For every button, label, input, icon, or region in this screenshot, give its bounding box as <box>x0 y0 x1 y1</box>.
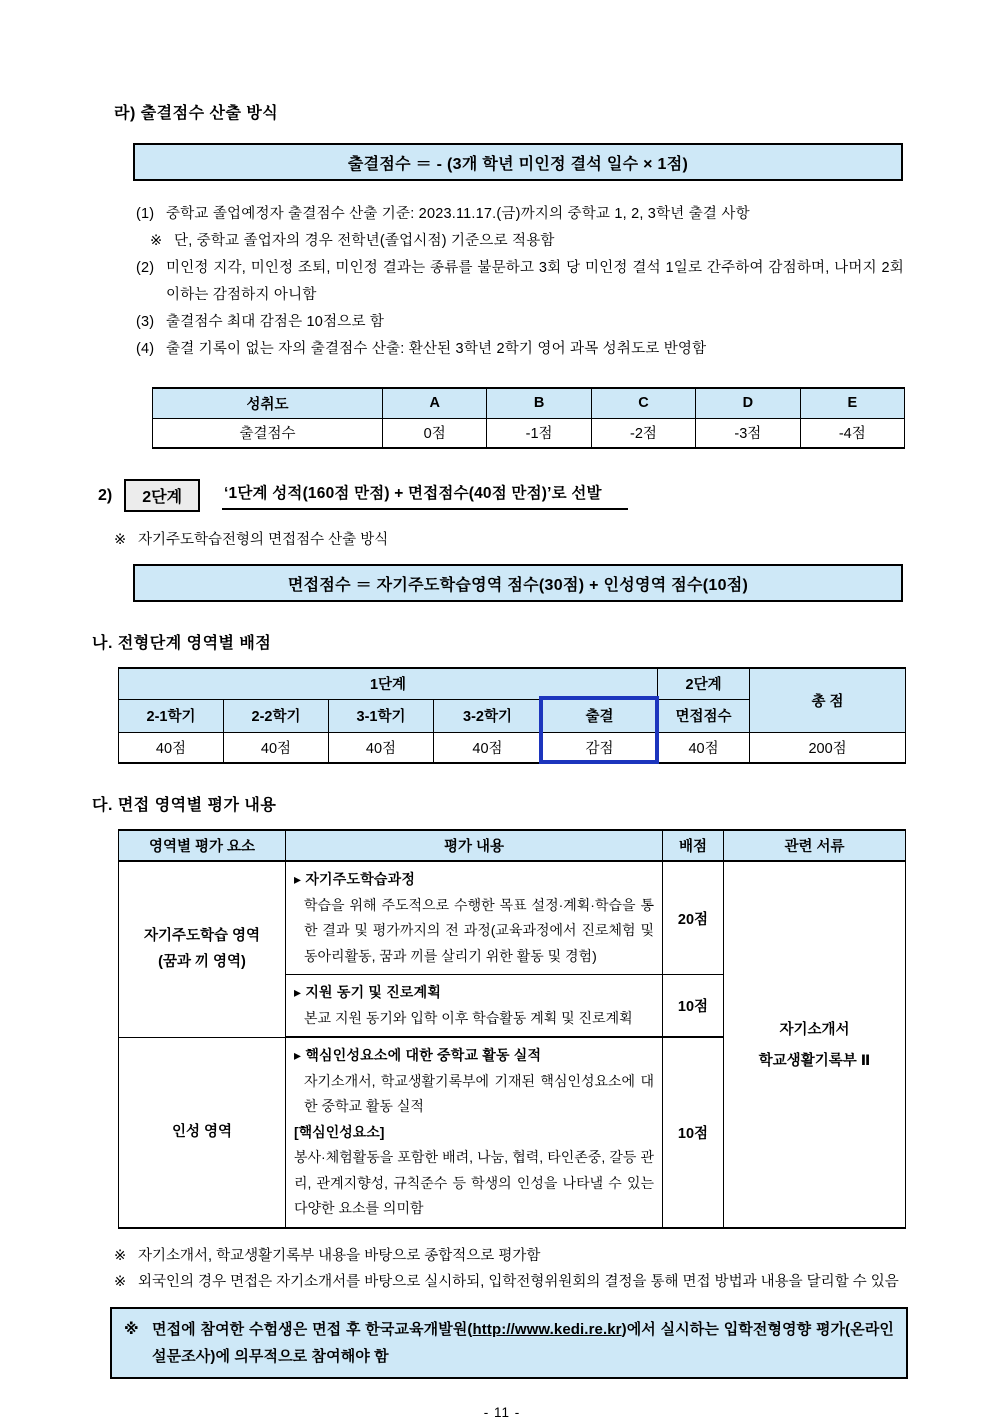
stage2-heading-row <box>98 479 912 512</box>
related-document: 자기소개서 <box>779 1022 850 1039</box>
table-header-row <box>119 830 906 861</box>
value-cell: 40점 <box>119 732 224 763</box>
header-cell: 3-2학기 <box>434 699 542 732</box>
list-item-note <box>150 228 908 255</box>
score-cell: 10점 <box>663 975 724 1038</box>
list-item <box>136 201 908 228</box>
area-label-line2: (꿈과 끼 영역) <box>158 954 246 971</box>
evaluation-content-cell <box>286 861 663 975</box>
attendance-score-formula-box <box>133 143 903 181</box>
value-cell: -2점 <box>591 418 695 448</box>
stage2-title: ‘1단계 성적(160점 만점) + 면접점수(40점 만점)’로 선발 <box>222 481 628 510</box>
bullet-title: ▸ 핵심인성요소에 대한 중학교 활동 실적 <box>294 1047 542 1063</box>
list-item-text: 출결 기록이 없는 자의 출결점수 산출: 환산된 3학년 2학기 영어 과목 성취도로 반영함 <box>166 341 707 357</box>
interview-evaluation-table <box>118 829 906 1229</box>
attendance-score-formula-text: 출결점수 ＝ - (3개 학년 미인정 결석 일수 × 1점) <box>347 155 689 173</box>
table-row-self-directed-learning <box>119 861 906 975</box>
footnote-marker: ※ <box>114 1273 127 1290</box>
score-cell: 10점 <box>663 1037 724 1228</box>
section-ra-heading: 라) 출결점수 산출 방식 <box>114 105 279 122</box>
value-cell: 0점 <box>383 418 487 448</box>
value-cell: 40점 <box>658 732 750 763</box>
header-cell: D <box>696 388 800 418</box>
notice-marker: ※ <box>124 1320 139 1338</box>
stage1-group-header: 1단계 <box>119 668 658 699</box>
table-header-row <box>153 388 905 418</box>
kedi-url-link[interactable]: http://www.kedi.re.kr <box>472 1320 622 1338</box>
area-label-cell <box>119 861 286 1037</box>
header-cell: 3-1학기 <box>329 699 434 732</box>
description-text: 학습을 위해 주도적으로 수행한 목표 설정·계획·학습을 통한 결과 및 평가까지의 전 과정(교육과정에서 진로체험 및 동아리활동, 꿈과 끼를 살리기 위한 활동 및 경험) <box>304 896 654 964</box>
evaluation-content-cell <box>286 1037 663 1228</box>
list-item-text: 미인정 지각, 미인정 조퇴, 미인정 결과는 종류를 불문하고 3회 당 미인정 결석 1일로 간주하여 감점하며, 나머지 2회 이하는 감점하지 아니함 <box>166 260 904 303</box>
stage2-badge: 2단계 <box>124 479 200 512</box>
header-cell: 면접점수 <box>658 699 750 732</box>
stage-score-table-wrap <box>118 667 905 764</box>
value-cell: -4점 <box>800 418 904 448</box>
list-item-text: 단, 중학교 졸업자의 경우 전학년(졸업시점) 기준으로 적용함 <box>174 233 555 249</box>
list-item-marker: (3) <box>136 314 155 330</box>
bullet-title: ▸ 지원 동기 및 진로계획 <box>294 984 442 1000</box>
footnote <box>114 1243 908 1269</box>
table-header-row <box>119 668 906 699</box>
value-cell: 40점 <box>224 732 329 763</box>
list-item-text: 중학교 졸업예정자 출결점수 산출 기준: 2023.11.17.(금)까지의 중학교 1, 2, 3학년 출결 사항 <box>166 206 750 222</box>
evaluation-content-cell <box>286 975 663 1038</box>
notice-text <box>152 1316 894 1370</box>
list-item-marker: (4) <box>136 341 155 357</box>
total-value-cell: 200점 <box>750 732 906 763</box>
value-cell: 40점 <box>434 732 542 763</box>
header-cell: 성취도 <box>153 388 383 418</box>
achievement-score-table <box>152 387 905 449</box>
list-item-text: 출결점수 최대 감점은 10점으로 함 <box>166 314 385 330</box>
value-cell: -3점 <box>696 418 800 448</box>
interview-score-formula-text: 면접점수 ＝ 자기주도학습영역 점수(30점) + 인성영역 점수(10점) <box>287 576 749 594</box>
note-marker: ※ <box>114 532 127 548</box>
value-cell: -1점 <box>487 418 591 448</box>
mandatory-survey-notice-box <box>110 1307 908 1379</box>
notice-text-before: 면접에 참여한 수험생은 면접 후 한국교육개발원( <box>152 1320 473 1338</box>
header-cell: 배점 <box>663 830 724 861</box>
interview-score-formula-box <box>133 564 903 602</box>
note-text: 자기주도학습전형의 면접점수 산출 방식 <box>138 532 389 548</box>
header-cell: 평가 내용 <box>286 830 663 861</box>
notice-text-after: )에서 실시하는 입학전형영향 평가(온라인 설문조사)에 의무적으로 참여해야 함 <box>152 1320 895 1365</box>
value-cell: 40점 <box>329 732 434 763</box>
interview-score-note <box>114 528 912 552</box>
list-item <box>136 255 908 309</box>
header-cell: E <box>800 388 904 418</box>
value-cell-attendance: 감점 <box>542 732 658 763</box>
related-documents-cell <box>724 861 906 1228</box>
footnote-marker: ※ <box>114 1247 127 1264</box>
header-cell-attendance: 출결 <box>542 699 658 732</box>
page-number: - 11 - <box>483 1404 521 1420</box>
footnotes <box>114 1243 908 1295</box>
section-na-heading: 나. 전형단계 영역별 배점 <box>92 635 272 652</box>
related-document: 학교생활기록부 Ⅱ <box>758 1053 871 1070</box>
table-row <box>153 418 905 448</box>
stage2-group-header: 2단계 <box>658 668 750 699</box>
header-cell: 2-1학기 <box>119 699 224 732</box>
list-item <box>136 309 908 336</box>
description-text: 자기소개서, 학교생활기록부에 기재된 핵심인성요소에 대한 중학교 활동 실적 <box>304 1072 654 1114</box>
header-cell: C <box>591 388 695 418</box>
score-cell: 20점 <box>663 861 724 975</box>
list-item-marker: (1) <box>136 206 155 222</box>
footnote-text: 자기소개서, 학교생활기록부 내용을 바탕으로 종합적으로 평가함 <box>138 1247 541 1264</box>
description-text: 봉사·체험활동을 포함한 배려, 나눔, 협력, 타인존중, 갈등 관리, 관계지향성, 규칙준수 등 학생의 인성을 나타낼 수 있는 다양한 요소를 의미함 <box>294 1149 654 1216</box>
bullet-title: ▸ 자기주도학습과정 <box>294 871 416 887</box>
header-cell: B <box>487 388 591 418</box>
stage-score-table <box>118 667 906 764</box>
header-cell: A <box>383 388 487 418</box>
list-item <box>136 336 908 363</box>
header-cell: 관련 서류 <box>724 830 906 861</box>
attendance-rules-list <box>136 201 908 363</box>
section-da-heading: 다. 면접 영역별 평가 내용 <box>92 797 277 814</box>
subheading: [핵심인성요소] <box>294 1123 385 1140</box>
table-value-row <box>119 732 906 763</box>
row-label-cell: 출결점수 <box>153 418 383 448</box>
area-label-cell: 인성 영역 <box>119 1037 286 1228</box>
header-cell: 영역별 평가 요소 <box>119 830 286 861</box>
stage2-number: 2) <box>98 486 113 504</box>
header-cell: 2-2학기 <box>224 699 329 732</box>
total-header: 총 점 <box>750 668 906 732</box>
footnote-text: 외국인의 경우 면접은 자기소개서를 바탕으로 실시하되, 입학전형위원회의 결정을 통해 면접 방법과 내용을 달리할 수 있음 <box>138 1273 899 1290</box>
area-label-line1: 자기주도학습 영역 <box>143 928 261 945</box>
document-content <box>92 100 912 1420</box>
list-item-marker: (2) <box>136 260 155 276</box>
description-text: 본교 지원 동기와 입학 이후 학습활동 계획 및 진로계획 <box>304 1009 633 1026</box>
list-item-marker: ※ <box>150 233 163 249</box>
footnote <box>114 1269 908 1295</box>
